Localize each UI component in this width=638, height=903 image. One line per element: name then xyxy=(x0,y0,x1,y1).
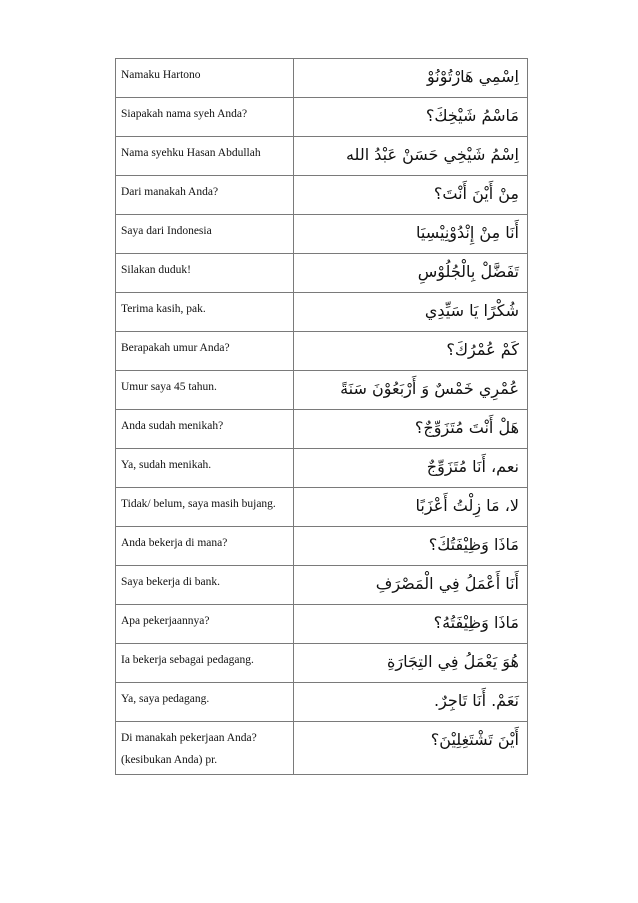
indonesian-text xyxy=(116,176,294,215)
indonesian-line: Saya dari Indonesia xyxy=(121,225,212,237)
arabic-text: كَمْ عُمْرُكَ؟ xyxy=(294,332,528,371)
table-row xyxy=(116,371,528,410)
arabic-text: شُكْرًا يَا سَيِّدِي xyxy=(294,293,528,332)
indonesian-text xyxy=(116,527,294,566)
indonesian-line: Ya, saya pedagang. xyxy=(121,693,210,705)
arabic-text: مَاسْمُ شَيْخِكَ؟ xyxy=(294,98,528,137)
indonesian-line: Saya bekerja di bank. xyxy=(121,576,220,588)
table-row xyxy=(116,605,528,644)
table-row xyxy=(116,722,528,775)
vocabulary-table xyxy=(115,58,528,775)
indonesian-text xyxy=(116,371,294,410)
indonesian-text xyxy=(116,98,294,137)
table-row xyxy=(116,176,528,215)
indonesian-text xyxy=(116,722,294,775)
indonesian-text xyxy=(116,449,294,488)
arabic-text: نَعَمْ. أَنَا تَاجِرٌ. xyxy=(294,683,528,722)
indonesian-text xyxy=(116,488,294,527)
indonesian-line: Umur saya 45 tahun. xyxy=(121,381,217,393)
indonesian-text xyxy=(116,332,294,371)
arabic-text: مِنْ أَيْنَ أَنْتَ؟ xyxy=(294,176,528,215)
table-row xyxy=(116,644,528,683)
indonesian-line: Nama syehku Hasan Abdullah xyxy=(121,147,261,159)
indonesian-line: Apa pekerjaannya? xyxy=(121,615,210,627)
indonesian-text xyxy=(116,644,294,683)
indonesian-text xyxy=(116,410,294,449)
indonesian-text xyxy=(116,254,294,293)
arabic-text: عُمْرِي خَمْسٌ وَ أَرْبَعُوْنَ سَنَةً xyxy=(294,371,528,410)
arabic-text: هَلْ أَنْتَ مُتَزَوِّجٌ؟ xyxy=(294,410,528,449)
arabic-text: نعم، أَنَا مُتَزَوِّجٌ xyxy=(294,449,528,488)
arabic-text: أَنَا مِنْ إِنْدُوْنِيْسِيَا xyxy=(294,215,528,254)
indonesian-text xyxy=(116,605,294,644)
arabic-text: اِسْمُ شَيْخِي حَسَنْ عَبْدُ الله xyxy=(294,137,528,176)
indonesian-line: Dari manakah Anda? xyxy=(121,186,219,198)
table-row xyxy=(116,527,528,566)
arabic-text: مَاذَا وَظِيْفَتُكَ؟ xyxy=(294,527,528,566)
table-row xyxy=(116,566,528,605)
table-row xyxy=(116,410,528,449)
indonesian-text xyxy=(116,566,294,605)
table-row xyxy=(116,332,528,371)
indonesian-line: Berapakah umur Anda? xyxy=(121,342,230,354)
indonesian-line: Ia bekerja sebagai pedagang. xyxy=(121,654,254,666)
indonesian-line: Tidak/ belum, saya masih bujang. xyxy=(121,498,276,510)
arabic-text: تَفَضَّلْ بِالْجُلُوْسِ xyxy=(294,254,528,293)
table-row xyxy=(116,59,528,98)
indonesian-line: Silakan duduk! xyxy=(121,264,191,276)
indonesian-text xyxy=(116,59,294,98)
indonesian-line: Siapakah nama syeh Anda? xyxy=(121,108,248,120)
table-row xyxy=(116,137,528,176)
indonesian-line: Anda bekerja di mana? xyxy=(121,537,228,549)
indonesian-line: Terima kasih, pak. xyxy=(121,303,206,315)
table-row xyxy=(116,449,528,488)
arabic-text: لا، مَا زِلْتُ أَعْزَبًا xyxy=(294,488,528,527)
table-row xyxy=(116,215,528,254)
indonesian-text xyxy=(116,683,294,722)
indonesian-text xyxy=(116,215,294,254)
arabic-text: اِسْمِي هَارْتُوْنُوْ xyxy=(294,59,528,98)
table-row xyxy=(116,683,528,722)
indonesian-line: Anda sudah menikah? xyxy=(121,420,224,432)
indonesian-text xyxy=(116,293,294,332)
arabic-text: هُوَ يَعْمَلُ فِي التِجَارَةِ xyxy=(294,644,528,683)
indonesian-line: Di manakah pekerjaan Anda? xyxy=(121,732,257,744)
arabic-text: مَاذَا وَظِيْفَتُهُ؟ xyxy=(294,605,528,644)
arabic-text: أَنَا أَعْمَلُ فِي الْمَصْرَفِ xyxy=(294,566,528,605)
table-row xyxy=(116,98,528,137)
table-row xyxy=(116,293,528,332)
indonesian-line: Ya, sudah menikah. xyxy=(121,459,212,471)
arabic-text: أَيْنَ تَشْتَغِلِيْنَ؟ xyxy=(294,722,528,775)
table-row xyxy=(116,488,528,527)
table-row xyxy=(116,254,528,293)
indonesian-line: (kesibukan Anda) pr. xyxy=(121,754,218,766)
indonesian-text xyxy=(116,137,294,176)
indonesian-line: Namaku Hartono xyxy=(121,69,201,81)
